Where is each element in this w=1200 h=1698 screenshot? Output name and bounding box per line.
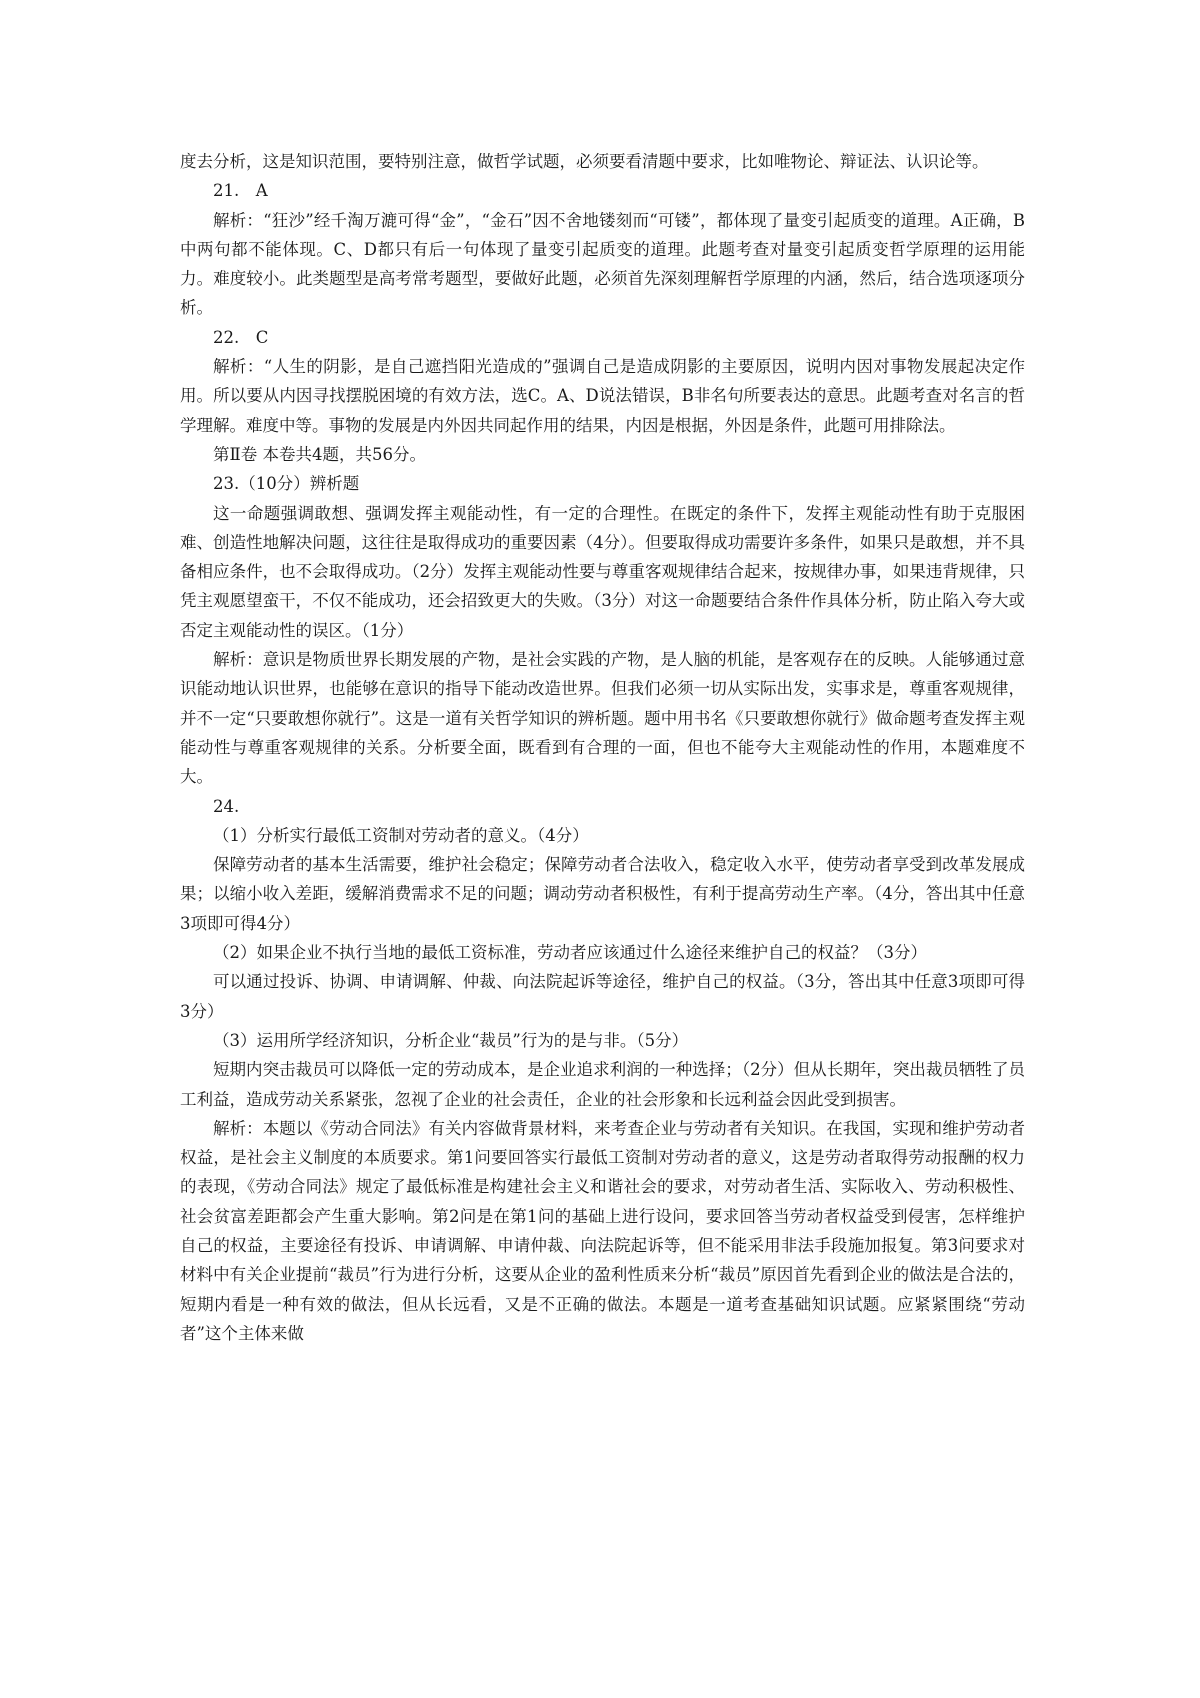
answer-24-part-3: 短期内突击裁员可以降低一定的劳动成本，是企业追求利润的一种选择；（2分）但从长期年，突出裁员牺牲了员工利益，造成劳动关系紧张，忽视了企业的社会责任，企业的社会形象和长远利益会因此受到损害。 xyxy=(180,1060,1025,1109)
analysis-24: 解析：本题以《劳动合同法》有关内容做背景材料，来考查企业与劳动者有关知识。在我国，实现和维护劳动者权益，是社会主义制度的本质要求。第1问要回答实行最低工资制对劳动者的意义，这是劳动者取得劳动报酬的权力的表现，《劳动合同法》规定了最低标准是构建社会主义和谐社会的要求，对劳动者生活、实际收入、劳动积极性、社会贫富差距都会产生重大影响。第2问是在第1问的基础上进行设问，要求回答当劳动者权益受到侵害，怎样维护自己的权益，主要途径有投诉、申请调解、申请仲裁、向法院起诉等，但不能采用非法手段施加报复。第3问要求对材料中有关企业提前“裁员”行为进行分析，这要从企业的盈利性质来分析“裁员”原因首先看到企业的做法是合法的，短期内看是一种有效的做法，但从长远看，又是不正确的做法。本题是一道考查基础知识试题。应紧紧围绕“劳动者”这个主体来做 xyxy=(180,1118,1025,1343)
question-24-part-3: （3）运用所学经济知识，分析企业“裁员”行为的是与非。（5分） xyxy=(213,1030,689,1050)
analysis-22: 解析：“人生的阴影，是自己遮挡阳光造成的”强调自己是造成阴影的主要原因，说明内因对事物发展起决定作用。所以要从内因寻找摆脱困境的有效方法，选C。A、D说法错误，B非名句所要表达的意思。此题考查对名言的哲学理解。难度中等。事物的发展是内外因共同起作用的结果，内因是根据，外因是条件，此题可用排除法。 xyxy=(180,357,1025,435)
answer-23: 这一命题强调敢想、强调发挥主观能动性，有一定的合理性。在既定的条件下，发挥主观能动性有助于克服困难、创造性地解决问题，这往往是取得成功的重要因素（4分）。但要取得成功需要许多条件，如果只是敢想，并不具备相应条件，也不会取得成功。（2分）发挥主观能动性要与尊重客观规律结合起来，按规律办事，如果违背规律，只凭主观愿望蛮干，不仅不能成功，还会招致更大的失败。（3分）对这一命题要结合条件作具体分析，防止陷入夸大或否定主观能动性的误区。（1分） xyxy=(180,503,1025,640)
section-heading-volume-2: 第Ⅱ卷 本卷共4题，共56分。 xyxy=(213,444,426,464)
answer-22: 22. C xyxy=(213,327,269,347)
answer-24-part-2: 可以通过投诉、协调、申请调解、仲裁、向法院起诉等途径，维护自己的权益。（3分，答出其中任意3项即可得3分） xyxy=(180,972,1025,1021)
document-page xyxy=(180,147,1025,1348)
question-24-part-2: （2）如果企业不执行当地的最低工资标准，劳动者应该通过什么途径来维护自己的权益？（3分） xyxy=(213,943,927,963)
question-24-heading: 24. xyxy=(213,796,240,816)
question-23-heading: 23.（10分）辨析题 xyxy=(213,474,360,494)
analysis-21: 解析：“狂沙”经千淘万漉可得“金”，“金石”因不舍地镂刻而“可镂”，都体现了量变引起质变的道理。A正确，B中两句都不能体现。C、D都只有后一句体现了量变引起质变的道理。此题考查对量变引起质变哲学原理的运用能力。难度较小。此类题型是高考常考题型，要做好此题，必须首先深刻理解哲学原理的内涵，然后，结合选项逐项分析。 xyxy=(180,210,1025,318)
answer-24-part-1: 保障劳动者的基本生活需要，维护社会稳定；保障劳动者合法收入，稳定收入水平，使劳动者享受到改革发展成果；以缩小收入差距，缓解消费需求不足的问题；调动劳动者积极性，有利于提高劳动生产率。（4分，答出其中任意3项即可得4分） xyxy=(180,855,1025,933)
paragraph-continuation: 度去分析，这是知识范围，要特别注意，做哲学试题，必须要看清题中要求，比如唯物论、辩证法、认识论等。 xyxy=(180,152,989,171)
analysis-23: 解析：意识是物质世界长期发展的产物，是社会实践的产物，是人脑的机能，是客观存在的反映。人能够通过意识能动地认识世界，也能够在意识的指导下能动改造世界。但我们必须一切从实际出发，实事求是，尊重客观规律，并不一定“只要敢想你就行”。这是一道有关哲学知识的辨析题。题中用书名《只要敢想你就行》做命题考查发挥主观能动性与尊重客观规律的关系。分析要全面，既看到有合理的一面，但也不能夸大主观能动性的作用，本题难度不大。 xyxy=(180,650,1025,787)
answer-21: 21. A xyxy=(213,181,268,201)
question-24-part-1: （1）分析实行最低工资制对劳动者的意义。（4分） xyxy=(213,825,589,845)
